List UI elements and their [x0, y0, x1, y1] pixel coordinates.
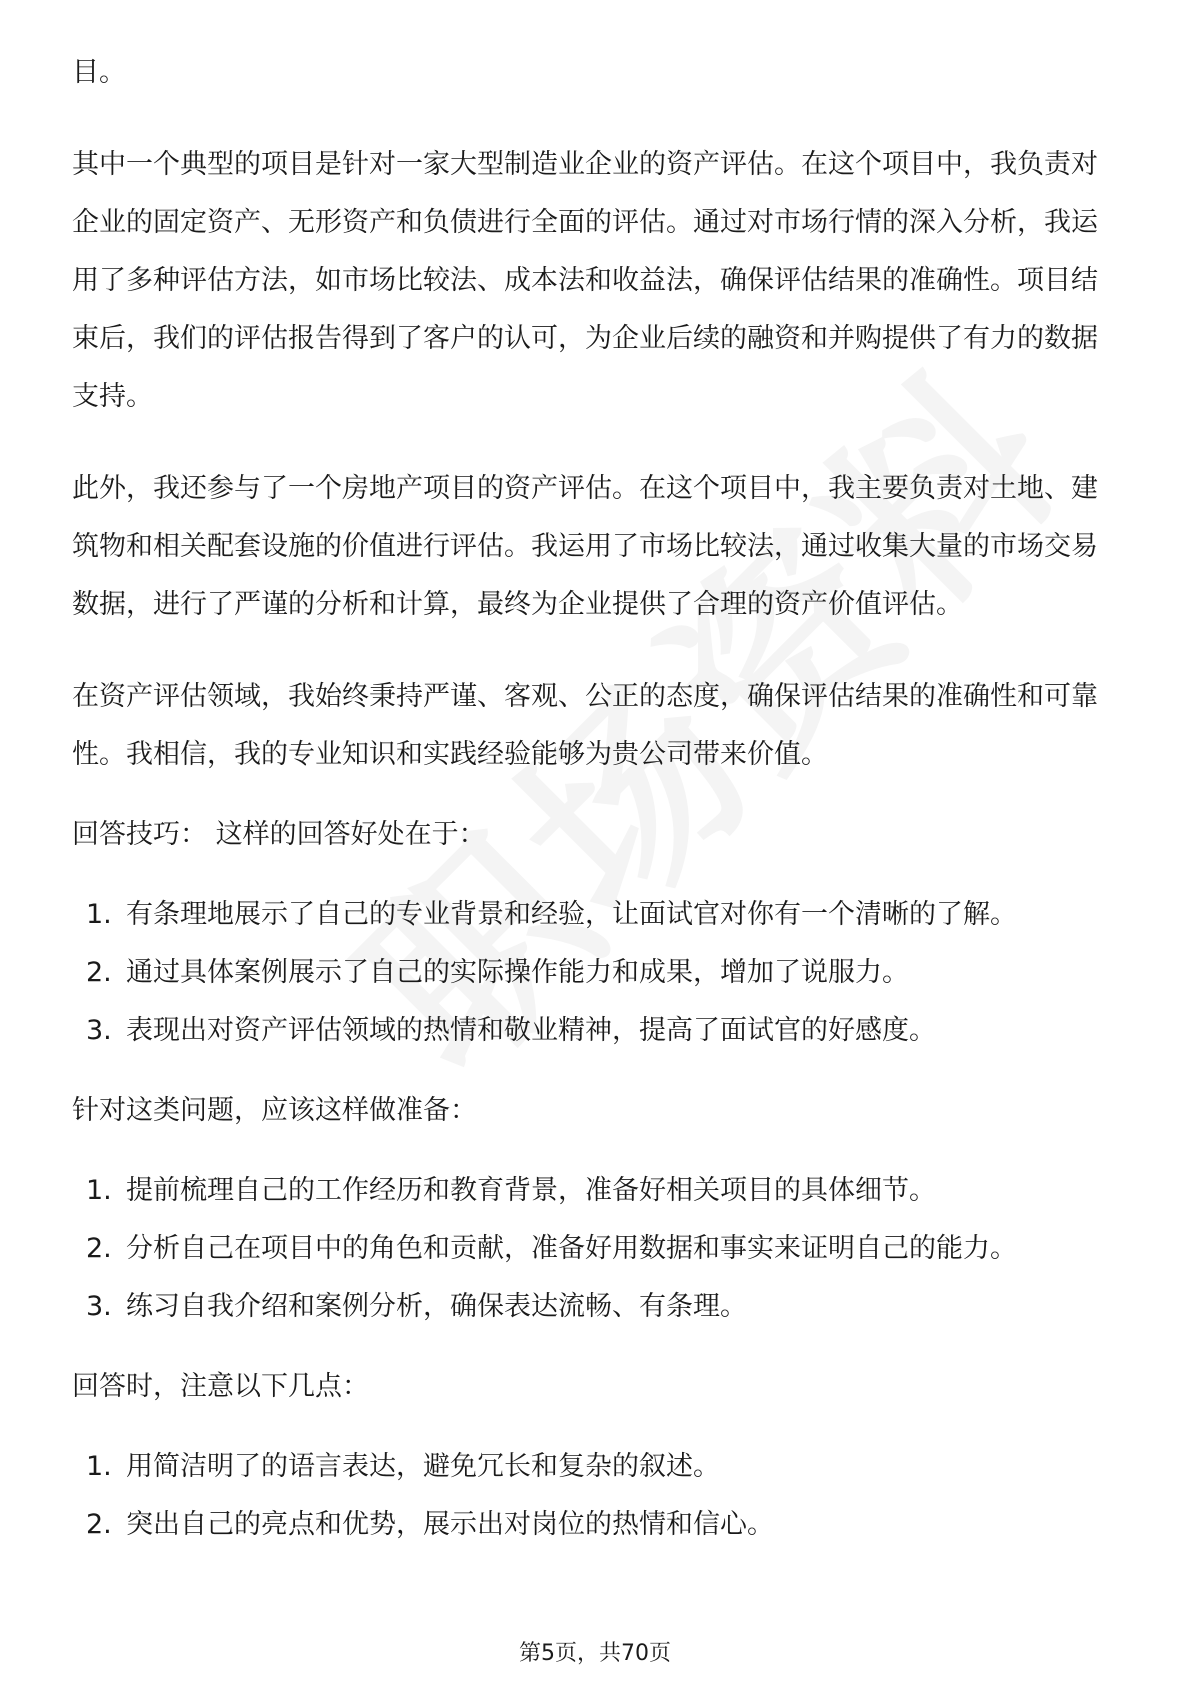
- paragraph-real-estate-project: 此外，我还参与了一个房地产项目的资产评估。在这个项目中，我主要负责对土地、建筑物和相关配套设施的价值进行评估。我运用了市场比较法，通过收集大量的市场交易数据，进行了严谨的分析和计算，最终为企业提供了合理的资产价值评估。: [72, 473, 1098, 620]
- tips-heading: 回答技巧： 这样的回答好处在于：: [72, 819, 486, 850]
- list-item: 2. 分析自己在项目中的角色和贡献，准备好用数据和事实来证明自己的能力。: [86, 1233, 1017, 1264]
- list-item: 2. 通过具体案例展示了自己的实际操作能力和成果，增加了说服力。: [86, 957, 909, 988]
- list-item: 1. 提前梳理自己的工作经历和教育背景，准备好相关项目的具体细节。: [86, 1175, 936, 1206]
- prep-heading: 针对这类问题，应该这样做准备：: [72, 1095, 477, 1126]
- document-body: [72, 44, 1118, 1554]
- list-item: 3. 练习自我介绍和案例分析，确保表达流畅、有条理。: [86, 1291, 747, 1322]
- list-item: 1. 有条理地展示了自己的专业背景和经验，让面试官对你有一个清晰的了解。: [86, 899, 1017, 930]
- list-item: 1. 用简洁明了的语言表达，避免冗长和复杂的叙述。: [86, 1451, 720, 1482]
- answer-heading: 回答时，注意以下几点：: [72, 1371, 369, 1402]
- paragraph-attitude: 在资产评估领域，我始终秉持严谨、客观、公正的态度，确保评估结果的准确性和可靠性。我相信，我的专业知识和实践经验能够为贵公司带来价值。: [72, 681, 1098, 770]
- paragraph-continuation: 目。: [72, 57, 126, 88]
- tips-list: [72, 886, 1118, 1060]
- page-number: 第5页，共70页: [519, 1641, 671, 1666]
- paragraph-manufacturing-project: 其中一个典型的项目是针对一家大型制造业企业的资产评估。在这个项目中，我负责对企业的固定资产、无形资产和负债进行全面的评估。通过对市场行情的深入分析，我运用了多种评估方法，如市场比较法、成本法和收益法，确保评估结果的准确性。项目结束后，我们的评估报告得到了客户的认可，为企业后续的融资和并购提供了有力的数据支持。: [72, 149, 1098, 412]
- prep-list: [72, 1162, 1118, 1336]
- list-item: 3. 表现出对资产评估领域的热情和敬业精神，提高了面试官的好感度。: [86, 1015, 936, 1046]
- answer-list: [72, 1438, 1118, 1554]
- list-item: 2. 突出自己的亮点和优势，展示出对岗位的热情和信心。: [86, 1509, 774, 1540]
